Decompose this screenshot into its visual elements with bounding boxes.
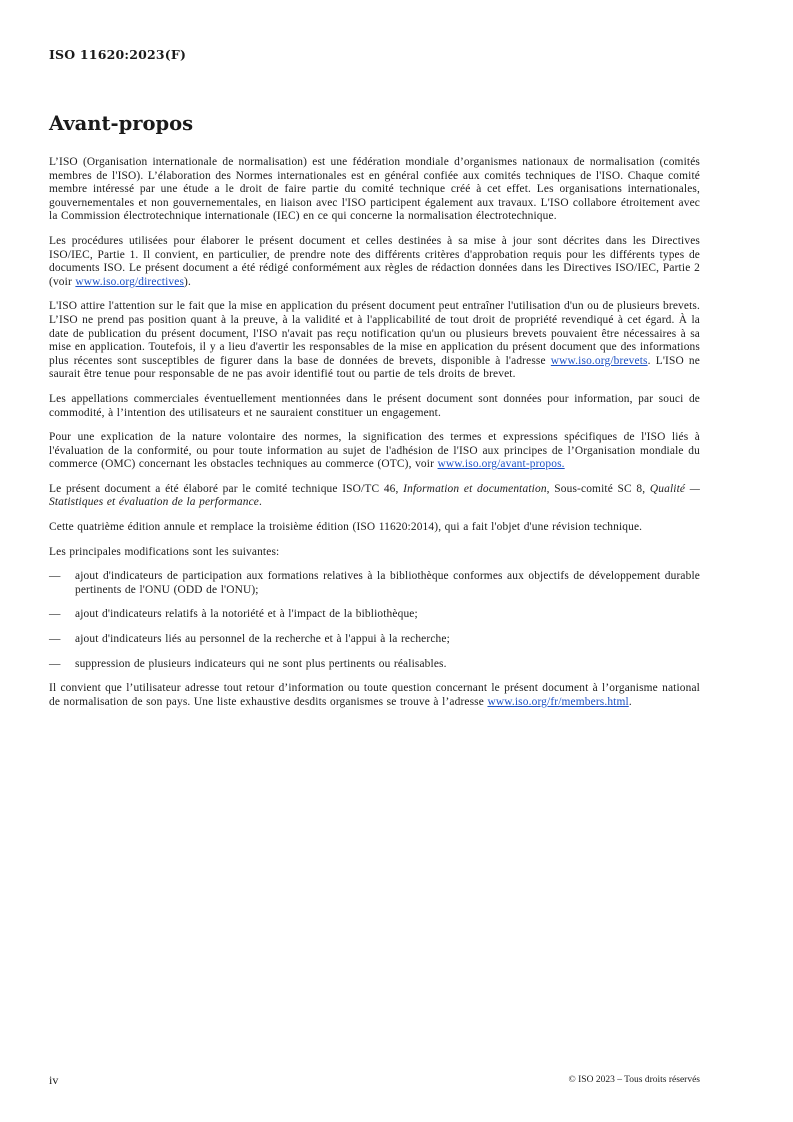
page-number: iv [49,1073,59,1087]
paragraph-feedback: Il convient que l’utilisateur adresse tout retour d’information ou toute question concernant le présent document à l’organisme national de normalisation de son pays. Une liste exhaustive desdits organismes se trouve à l’adresse www.iso.org/fr/members.html. [49,682,700,708]
paragraph-voluntary-nature: Pour une explication de la nature volontaire des normes, la signification des termes et expressions spécifiques de l'ISO liés à l'évaluation de la conformité, ou pour toute information au sujet de l'adhésion de l'ISO aux principes de l’Organisation mondiale du commerce (OMC) concernant les obstacles techniques au commerce (OTC), voir www.iso.org/avant-propos. [49,431,700,471]
list-item: — ajout d'indicateurs liés au personnel de la recherche et à l'appui à la recherche; [49,633,450,646]
changes-list [49,570,700,671]
patents-link[interactable]: www.iso.org/brevets [550,354,648,367]
dash-bullet: — [49,633,61,646]
paragraph-edition: Cette quatrième édition annule et remplace la troisième édition (ISO 11620:2014), qui a fait l'objet d'une révision technique. [49,521,643,534]
paragraph-procedures: Les procédures utilisées pour élaborer le présent document et celles destinées à sa mise à jour sont décrites dans les Directives ISO/IEC, Partie 1. Il convient, en particulier, de prendre note des différents critères d'approbation requis pour les différents types de documents ISO. Le présent document a été rédigé conformément aux règles de rédaction données dans les Directives ISO/IEC, Partie 2 (voir www.iso.org/directives). [49,234,700,288]
list-item: — suppression de plusieurs indicateurs qui ne sont plus pertinents ou réalisables. [49,657,447,670]
document-page [49,0,700,1122]
foreword-link[interactable]: www.iso.org/avant-propos. [437,458,565,471]
page-title: Avant-propos [49,112,194,135]
dash-bullet: — [49,657,61,670]
paragraph-committee: Le présent document a été élaboré par le comité technique ISO/TC 46, Information et documentation, Sous-comité SC 8, Qualité — Statistiques et évaluation de la performance. [49,482,701,509]
foreword-body [49,156,700,720]
paragraph-patents: L'ISO attire l'attention sur le fait que la mise en application du présent document peut entraîner l'utilisation d'un ou de plusieurs brevets. L’ISO ne prend pas position quant à la preuve, à la validité et à l'applicabilité de tout droit de propriété revendiqué à cet égard. À la date de publication du présent document, l'ISO n'avait pas reçu notification qu'un ou plusieurs brevets pouvaient être nécessaires à sa mise en application. Toutefois, il y a lieu d'avertir les responsables de la mise en application du présent document que des informations plus récentes sont susceptibles de figurer dans la base de données de brevets, disponible à l'adresse www.iso.org/brevets. L'ISO ne saurait être tenue pour responsable de ne pas avoir identifié tout ou partie de tels droits de brevet. [49,300,700,381]
list-item: — ajout d'indicateurs relatifs à la notoriété et à l'impact de la bibliothèque; [49,608,418,621]
members-link[interactable]: www.iso.org/fr/members.html [487,695,629,708]
paragraph-iso-intro: L’ISO (Organisation internationale de normalisation) est une fédération mondiale d’organismes nationaux de normalisation (comités membres de l'ISO). L’élaboration des Normes internationales est en général confiée aux comités techniques de l'ISO. Chaque comité membre intéressé par une étude a le droit de faire partie du comité technique créé à cet effet. Les organisations internationales, gouvernementales et non gouvernementales, en liaison avec l'ISO participent également aux travaux. L'ISO collabore étroitement avec la Commission électrotechnique internationale (IEC) en ce qui concerne la normalisation électrotechnique. [49,156,700,223]
directives-link[interactable]: www.iso.org/directives [75,275,185,288]
paragraph-trade-names: Les appellations commerciales éventuellement mentionnées dans le présent document sont données pour information, par souci de commodité, à l’intention des utilisateurs et ne sauraient constituer un engagement. [49,392,700,419]
dash-bullet: — [49,608,61,621]
dash-bullet: — [49,570,61,583]
paragraph-changes-intro: Les principales modifications sont les suivantes: [49,545,280,558]
document-id: ISO 11620:2023(F) [49,47,187,62]
copyright-notice: © ISO 2023 – Tous droits réservés [568,1075,700,1085]
list-item: — ajout d'indicateurs de participation aux formations relatives à la bibliothèque conformes aux objectifs de développement durable pertinents de l'ONU (ODD de l'ONU); [49,570,700,596]
